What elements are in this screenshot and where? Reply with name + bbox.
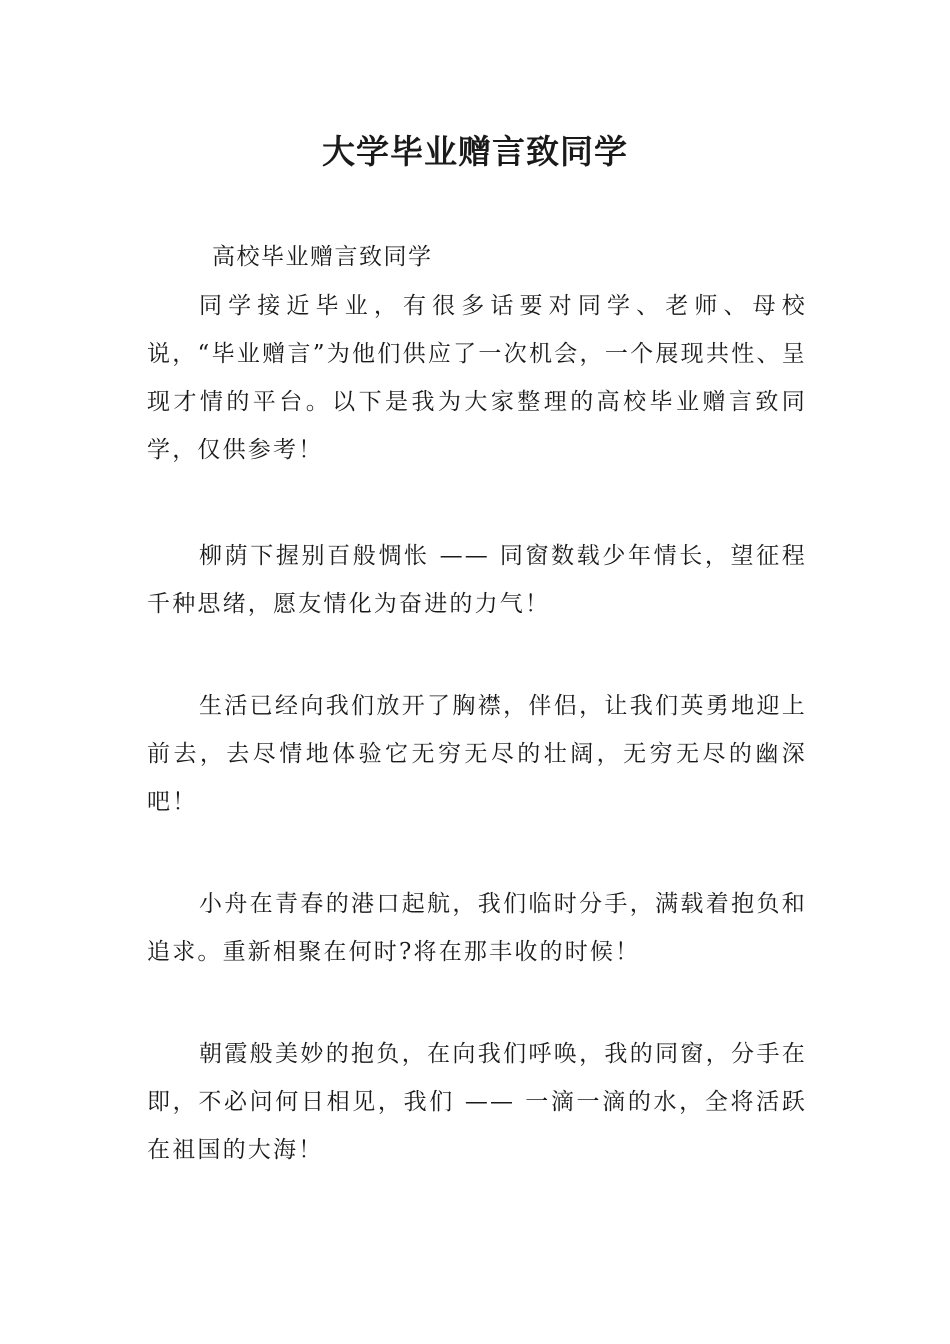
body-paragraph-1: 柳荫下握别百般惆怅 —— 同窗数载少年情长，望征程千种思绪，愿友情化为奋进的力气！: [147, 543, 807, 617]
body-paragraph-3: 小舟在青春的港口起航，我们临时分手，满载着抱负和追求。重新相聚在何时?将在那丰收的时候！: [147, 891, 807, 965]
body-paragraph-2: 生活已经向我们放开了胸襟，伴侣，让我们英勇地迎上前去，去尽情地体验它无穷无尽的壮阔，无穷无尽的幽深吧！: [147, 693, 807, 815]
document-title: 大学毕业赠言致同学: [322, 132, 628, 171]
document-subtitle: 高校毕业赠言致同学: [212, 244, 433, 270]
body-paragraph-4: 朝霞般美妙的抱负，在向我们呼唤，我的同窗，分手在即，不必问何日相见，我们 —— 一滴一滴的水，全将活跃在祖国的大海！: [147, 1041, 807, 1163]
intro-paragraph: 同学接近毕业，有很多话要对同学、老师、母校说，“毕业赠言”为他们供应了一次机会，一个展现共性、呈现才情的平台。以下是我为大家整理的高校毕业赠言致同学，仅供参考！: [147, 293, 807, 463]
